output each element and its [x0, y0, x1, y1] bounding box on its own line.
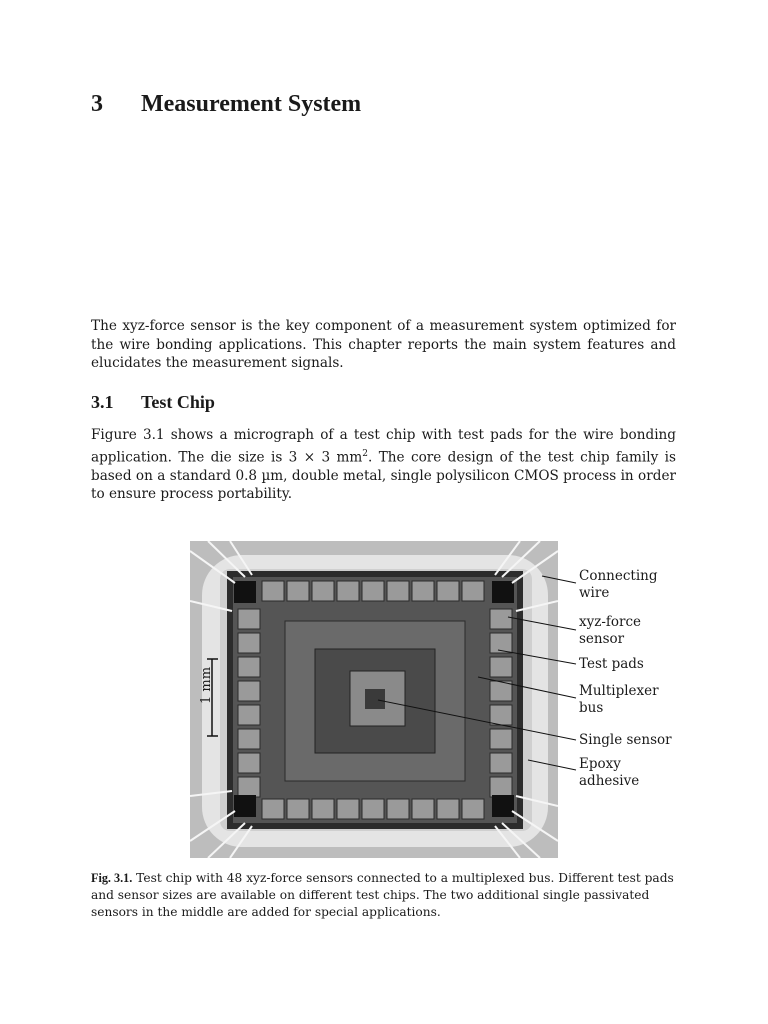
section-paragraph [91, 426, 676, 504]
sensor-cell [362, 799, 384, 819]
sensor-cell [490, 729, 512, 749]
sensor-cell [238, 633, 260, 653]
chapter-heading [91, 91, 361, 118]
sensor-cell [490, 681, 512, 701]
section-heading [91, 392, 215, 413]
sensor-cell [312, 581, 334, 601]
label-connecting-wire: Connecting wire [579, 568, 658, 601]
chip-micrograph-drawing [190, 541, 558, 858]
sensor-cell [238, 681, 260, 701]
section-paragraph-part2: . The core design of the test chip family is based on a standard 0.8 µm, double metal, single polysilicon CMOS process in order to ensure process portability. [91, 449, 677, 503]
label-single-sensor: Single sensor [579, 732, 672, 748]
sensor-cell [437, 581, 459, 601]
sensor-cell [337, 581, 359, 601]
sensor-cell [238, 609, 260, 629]
section-number: 3.1 [91, 392, 114, 412]
caption-label: Fig. 3.1. [91, 871, 133, 885]
sensor-cell [238, 753, 260, 773]
figure-caption [91, 870, 676, 921]
sensor-cell [238, 729, 260, 749]
chapter-title: Measurement System [141, 91, 362, 117]
sensor-cell [490, 705, 512, 725]
sensor-cell [262, 799, 284, 819]
chapter-number: 3 [91, 91, 103, 117]
label-multiplexer-bus: Multiplexer bus [579, 683, 659, 716]
sensor-cell [238, 657, 260, 677]
sensor-cell [490, 753, 512, 773]
sensor-cell [312, 799, 334, 819]
sensor-cell [490, 777, 512, 797]
sensor-cell [412, 581, 434, 601]
label-test-pads: Test pads [579, 656, 644, 672]
sensor-cell [287, 799, 309, 819]
sensor-cell [462, 581, 484, 601]
sensor-cell [362, 581, 384, 601]
sensor-cell [462, 799, 484, 819]
sensor-cell [287, 581, 309, 601]
scale-bar-label: 1 mm [199, 666, 215, 705]
sensor-cell [412, 799, 434, 819]
sensor-cell [238, 705, 260, 725]
sensor-cell [490, 657, 512, 677]
sensor-cell [387, 799, 409, 819]
label-epoxy-adhesive: Epoxy adhesive [579, 756, 640, 789]
label-xyz-force-sensor: xyz-force sensor [579, 614, 642, 647]
superscript: 2 [362, 448, 369, 459]
sensor-cell [490, 633, 512, 653]
sensor-cell [262, 581, 284, 601]
sensor-cell [490, 609, 512, 629]
section-title: Test Chip [141, 392, 215, 412]
chip-micrograph [190, 541, 558, 858]
section-paragraph-part1: Figure 3.1 shows a micrograph of a test chip with test pads for the wire bonding application. The die size is 3 × 3 mm [91, 427, 676, 466]
sensor-cell [238, 777, 260, 797]
sensor-cell [437, 799, 459, 819]
sensor-cell [337, 799, 359, 819]
caption-text: Test chip with 48 xyz-force sensors connected to a multiplexed bus. Different test pads and sensor sizes are available on different test chips. The two additional single passivated sensors in the middle are added for special applications. [91, 871, 674, 919]
intro-paragraph: The xyz-force sensor is the key component of a measurement system optimized for the wire bonding applications. This chapter reports the main system features and elucidates the measurement signals. [91, 318, 676, 372]
sensor-cell [387, 581, 409, 601]
